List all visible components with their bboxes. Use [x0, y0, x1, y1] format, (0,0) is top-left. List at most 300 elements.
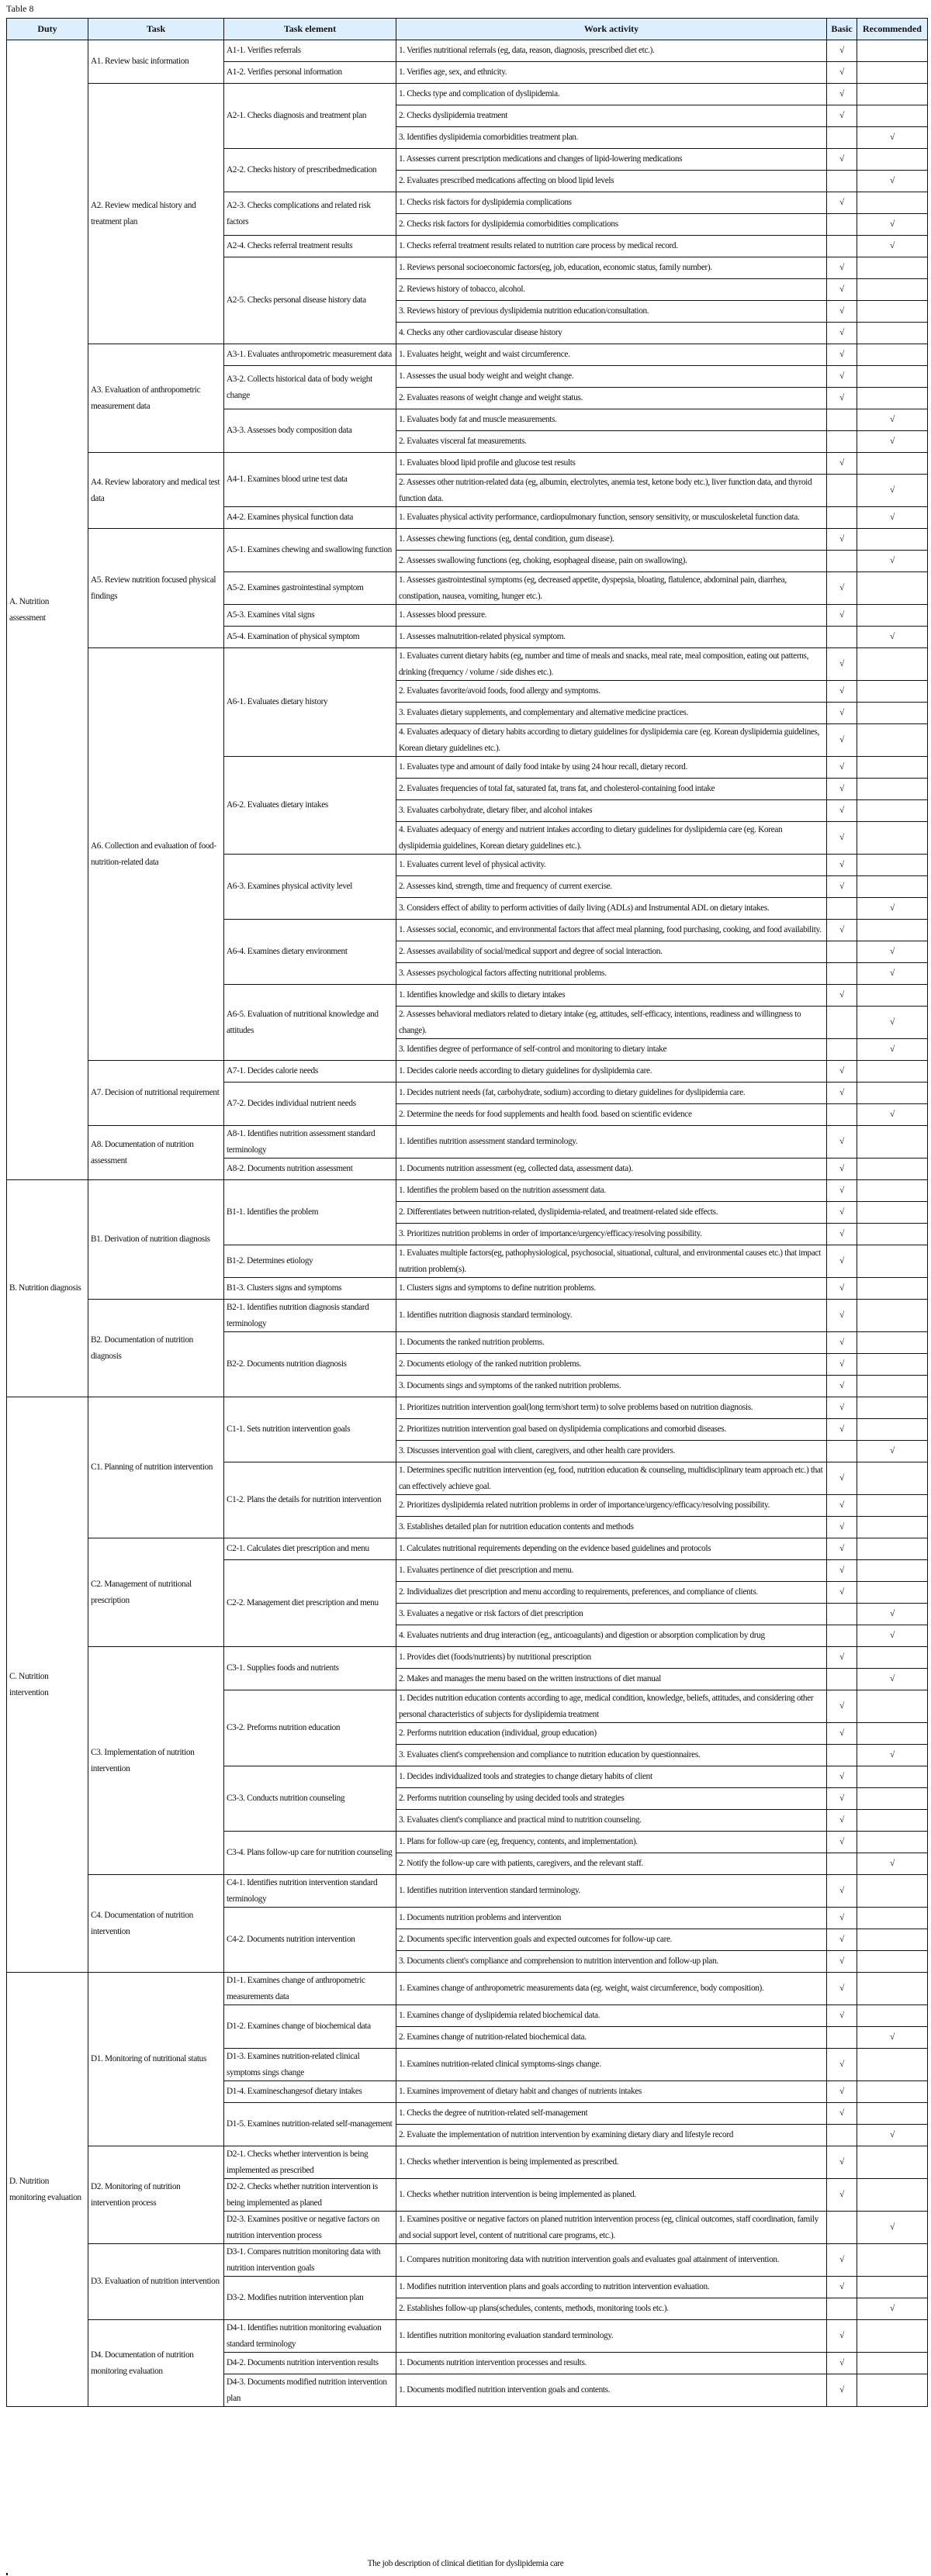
recommended-cell [857, 192, 928, 214]
basic-cell [827, 2179, 857, 2212]
check-mark-icon: √ [839, 2157, 844, 2167]
basic-cell [827, 1376, 857, 1397]
check-mark-icon: √ [839, 1088, 844, 1098]
basic-cell [827, 529, 857, 551]
recommended-cell [857, 551, 928, 572]
basic-cell [827, 1745, 857, 1766]
basic-cell [827, 2374, 857, 2407]
task-element-cell: A6-4. Examines dietary environment [224, 920, 396, 985]
basic-cell [827, 1625, 857, 1647]
recommended-cell [857, 1875, 928, 1908]
stray-mark [6, 2573, 8, 2575]
basic-cell [827, 323, 857, 344]
work-activity-cell: 3. Assesses psychological factors affecting nutritional problems. [396, 963, 827, 985]
check-mark-icon: √ [839, 1566, 844, 1576]
basic-cell [827, 431, 857, 453]
recommended-cell [857, 2081, 928, 2103]
work-activity-cell: 1. Evaluates blood lipid profile and glucose test results [396, 453, 827, 475]
recommended-cell [857, 388, 928, 409]
task-element-cell: C1-1. Sets nutrition intervention goals [224, 1397, 396, 1462]
task-element-cell: A4-1. Examines blood urine test data [224, 453, 396, 507]
recommended-cell [857, 1007, 928, 1039]
basic-cell [827, 1929, 857, 1951]
check-mark-icon: √ [839, 1772, 844, 1782]
basic-cell [827, 800, 857, 822]
task-cell: D4. Documentation of nutrition monitoring evaluation [88, 2320, 224, 2407]
task-element-cell: D4-3. Documents modified nutrition intervention plan [224, 2374, 396, 2407]
basic-cell [827, 62, 857, 84]
check-mark-icon: √ [839, 1500, 844, 1511]
task-element-cell: A3-3. Assesses body composition data [224, 409, 396, 453]
check-mark-icon: √ [839, 1935, 844, 1945]
recommended-cell [857, 985, 928, 1007]
basic-cell [827, 2027, 857, 2049]
check-mark-icon: √ [890, 133, 895, 143]
check-mark-icon: √ [839, 686, 844, 696]
check-mark-icon: √ [839, 1403, 844, 1413]
work-activity-cell: 2. Assesses kind, strength, time and frequency of current exercise. [396, 876, 827, 898]
check-mark-icon: √ [890, 947, 895, 957]
basic-cell [827, 1788, 857, 1810]
basic-cell [827, 105, 857, 127]
basic-cell [827, 192, 857, 214]
recommended-cell [857, 2125, 928, 2146]
table-row [7, 1647, 928, 1669]
basic-cell [827, 257, 857, 279]
task-element-cell: A7-2. Decides individual nutrient needs [224, 1083, 396, 1126]
work-activity-cell: 1. Evaluates type and amount of daily food intake by using 24 hour recall, dietary record. [396, 757, 827, 779]
recommended-cell [857, 941, 928, 963]
recommended-cell [857, 529, 928, 551]
basic-cell [827, 2244, 857, 2277]
recommended-cell [857, 1495, 928, 1517]
basic-cell [827, 279, 857, 301]
task-element-cell: A2-1. Checks diagnosis and treatment plan [224, 84, 396, 149]
table-row [7, 2146, 928, 2179]
basic-cell [827, 1039, 857, 1061]
work-activity-cell: 1. Checks type and complication of dyslipidemia. [396, 84, 827, 105]
recommended-cell [857, 214, 928, 236]
check-mark-icon: √ [839, 1207, 844, 1217]
work-activity-cell: 1. Assesses malnutrition-related physical symptom. [396, 627, 827, 648]
work-activity-cell: 1. Assesses current prescription medications and changes of lipid-lowering medications [396, 149, 827, 171]
task-element-cell: C2-2. Management diet prescription and menu [224, 1560, 396, 1647]
work-activity-cell: 1. Examines improvement of dietary habit and changes of nutrients intakes [396, 2081, 827, 2103]
check-mark-icon: √ [839, 1701, 844, 1711]
work-activity-cell: 4. Evaluates adequacy of dietary habits according to dietary guidelines for dyslipidemia care (eg. Korean dyslipidemia guidelines, Korean dietary guidelines etc.). [396, 724, 827, 757]
duty-cell: B. Nutrition diagnosis [7, 1180, 88, 1397]
work-activity-cell: 3. Reviews history of previous dyslipidemia nutrition education/consultation. [396, 301, 827, 323]
check-mark-icon: √ [890, 1045, 895, 1055]
work-activity-cell: 1. Verifies age, sex, and ethnicity. [396, 62, 827, 84]
table-row [7, 1180, 928, 1202]
work-activity-cell: 1. Compares nutrition monitoring data with nutrition intervention goals and evaluates goal attainment of intervention. [396, 2244, 827, 2277]
table-header-row [7, 19, 928, 40]
work-activity-cell: 1. Assesses the usual body weight and weight change. [396, 366, 827, 388]
recommended-cell [857, 366, 928, 388]
task-cell: C4. Documentation of nutrition intervention [88, 1875, 224, 1973]
check-mark-icon: √ [839, 89, 844, 99]
recommended-cell [857, 149, 928, 171]
basic-cell [827, 2277, 857, 2298]
work-activity-cell: 1. Evaluates physical activity performance, cardiopulmonary function, sensory sensitivity, or musculoskeletal function data. [396, 507, 827, 529]
basic-cell [827, 1224, 857, 1245]
recommended-cell [857, 2374, 928, 2407]
recommended-cell [857, 1354, 928, 1376]
task-element-cell: A3-2. Collects historical data of body weight change [224, 366, 396, 409]
check-mark-icon: √ [839, 198, 844, 208]
basic-cell [827, 1832, 857, 1853]
recommended-cell [857, 323, 928, 344]
work-activity-cell: 1. Decides nutrient needs (fat, carbohydrate, sodium) according to dietary guidelines for dyslipidemia care. [396, 1083, 827, 1104]
basic-cell [827, 1126, 857, 1159]
table-row [7, 84, 928, 105]
check-mark-icon: √ [890, 2032, 895, 2042]
work-activity-cell: 1. Assesses chewing functions (eg, dental condition, gum disease). [396, 529, 827, 551]
check-mark-icon: √ [839, 328, 844, 338]
task-element-cell: A2-5. Checks personal disease history data [224, 257, 396, 344]
task-cell: B2. Documentation of nutrition diagnosis [88, 1300, 224, 1397]
recommended-cell [857, 1832, 928, 1853]
recommended-cell [857, 2244, 928, 2277]
task-element-cell: D3-1. Compares nutrition monitoring data with nutrition intervention goals [224, 2244, 396, 2277]
recommended-cell [857, 1159, 928, 1180]
basic-cell [827, 605, 857, 627]
work-activity-cell: 1. Identifies nutrition diagnosis standard terminology. [396, 1300, 827, 1332]
work-activity-cell: 1. Clusters signs and symptoms to define nutrition problems. [396, 1278, 827, 1300]
basic-cell [827, 1810, 857, 1832]
task-element-cell: C3-2. Preforms nutrition education [224, 1690, 396, 1766]
recommended-cell [857, 1083, 928, 1104]
check-mark-icon: √ [839, 1137, 844, 1147]
recommended-cell [857, 1104, 928, 1126]
basic-cell [827, 2049, 857, 2081]
task-element-cell: D2-3. Examines positive or negative factors on nutrition intervention process [224, 2212, 396, 2244]
basic-cell [827, 1061, 857, 1083]
work-activity-cell: 1. Examines positive or negative factors on planed nutrition intervention process (eg, clinical outcomes, staff coordination, family and social support level, content of nutritional care programs, etc.). [396, 2212, 827, 2244]
work-activity-cell: 2. Checks risk factors for dyslipidemia comorbidities complications [396, 214, 827, 236]
work-activity-cell: 1. Identifies knowledge and skills to dietary intakes [396, 985, 827, 1007]
recommended-cell [857, 1810, 928, 1832]
check-mark-icon: √ [839, 1544, 844, 1554]
task-element-cell: C3-4. Plans follow-up care for nutrition counseling [224, 1832, 396, 1875]
task-element-cell: D3-2. Modifies nutrition intervention plan [224, 2277, 396, 2320]
basic-cell [827, 2146, 857, 2179]
check-mark-icon: √ [839, 882, 844, 892]
task-element-cell: C3-1. Supplies foods and nutrients [224, 1647, 396, 1690]
task-cell: C3. Implementation of nutrition intervention [88, 1647, 224, 1875]
check-mark-icon: √ [839, 2060, 844, 2070]
work-activity-cell: 1. Evaluates pertinence of diet prescription and menu. [396, 1560, 827, 1582]
recommended-cell [857, 2298, 928, 2320]
recommended-cell [857, 1061, 928, 1083]
basic-cell [827, 985, 857, 1007]
basic-cell [827, 40, 857, 62]
check-mark-icon: √ [839, 990, 844, 1000]
work-activity-cell: 1. Verifies nutritional referrals (eg, data, reason, diagnosis, prescribed diet etc.). [396, 40, 827, 62]
basic-cell [827, 2005, 857, 2027]
recommended-cell [857, 257, 928, 279]
task-cell: D2. Monitoring of nutrition intervention process [88, 2146, 224, 2244]
recommended-cell [857, 344, 928, 366]
work-activity-cell: 3. Identifies dyslipidemia comorbidities treatment plan. [396, 127, 827, 149]
check-mark-icon: √ [890, 969, 895, 979]
basic-cell [827, 453, 857, 475]
basic-cell [827, 1462, 857, 1495]
basic-cell [827, 941, 857, 963]
basic-cell [827, 1104, 857, 1126]
task-element-cell: A5-4. Examination of physical symptom [224, 627, 396, 648]
task-element-cell: C1-2. Plans the details for nutrition intervention [224, 1462, 396, 1538]
work-activity-cell: 1. Identifies nutrition assessment standard terminology. [396, 1126, 827, 1159]
recommended-cell [857, 757, 928, 779]
basic-cell [827, 1495, 857, 1517]
recommended-cell [857, 1604, 928, 1625]
table-row [7, 2244, 928, 2277]
task-element-cell: C4-2. Documents nutrition intervention [224, 1908, 396, 1973]
work-activity-cell: 3. Establishes detailed plan for nutrition education contents and methods [396, 1517, 827, 1538]
recommended-cell [857, 1224, 928, 1245]
check-mark-icon: √ [890, 1446, 895, 1456]
check-mark-icon: √ [890, 437, 895, 447]
recommended-cell [857, 2320, 928, 2353]
task-cell: B1. Derivation of nutrition diagnosis [88, 1180, 224, 1300]
basic-cell [827, 1766, 857, 1788]
recommended-cell [857, 2005, 928, 2027]
check-mark-icon: √ [839, 1522, 844, 1532]
check-mark-icon: √ [839, 925, 844, 935]
task-element-cell: C3-3. Conducts nutrition counseling [224, 1766, 396, 1832]
table-row [7, 2320, 928, 2353]
check-mark-icon: √ [839, 833, 844, 843]
check-mark-icon: √ [839, 1886, 844, 1896]
check-mark-icon: √ [839, 393, 844, 403]
recommended-cell [857, 84, 928, 105]
basic-cell [827, 898, 857, 920]
task-element-cell: D2-1. Checks whether intervention is being implemented as prescribed [224, 2146, 396, 2179]
check-mark-icon: √ [839, 2087, 844, 2097]
recommended-cell [857, 1647, 928, 1669]
work-activity-cell: 3. Evaluates dietary supplements, and complementary and alternative medicine practices. [396, 703, 827, 724]
check-mark-icon: √ [890, 1017, 895, 1027]
table-body [7, 40, 928, 2407]
header-work-activity: Work activity [396, 19, 827, 40]
basic-cell [827, 757, 857, 779]
work-activity-cell: 1. Evaluates body fat and muscle measurements. [396, 409, 827, 431]
basic-cell [827, 572, 857, 605]
check-mark-icon: √ [839, 1652, 844, 1663]
basic-cell [827, 551, 857, 572]
recommended-cell [857, 605, 928, 627]
work-activity-cell: 3. Considers effect of ability to perform activities of daily living (ADLs) and Instrumental ADL on dietary intakes. [396, 898, 827, 920]
recommended-cell [857, 431, 928, 453]
task-cell: D1. Monitoring of nutritional status [88, 1973, 224, 2146]
recommended-cell [857, 236, 928, 257]
check-mark-icon: √ [839, 1956, 844, 1967]
basic-cell [827, 149, 857, 171]
basic-cell [827, 2103, 857, 2125]
check-mark-icon: √ [839, 1837, 844, 1847]
work-activity-cell: 3. Identifies degree of performance of self-control and monitoring to dietary intake [396, 1039, 827, 1061]
work-activity-cell: 1. Documents nutrition intervention processes and results. [396, 2353, 827, 2374]
recommended-cell [857, 1202, 928, 1224]
basic-cell [827, 301, 857, 323]
task-element-cell: D4-2. Documents nutrition intervention results [224, 2353, 396, 2374]
recommended-cell [857, 105, 928, 127]
recommended-cell [857, 475, 928, 507]
basic-cell [827, 1853, 857, 1875]
check-mark-icon: √ [839, 860, 844, 870]
recommended-cell [857, 703, 928, 724]
basic-cell [827, 703, 857, 724]
check-mark-icon: √ [839, 1338, 844, 1348]
check-mark-icon: √ [839, 1381, 844, 1391]
basic-cell [827, 1560, 857, 1582]
check-mark-icon: √ [839, 154, 844, 164]
basic-cell [827, 1517, 857, 1538]
check-mark-icon: √ [839, 1229, 844, 1239]
work-activity-cell: 1. Checks referral treatment results related to nutrition care process by medical record. [396, 236, 827, 257]
task-cell: A1. Review basic information [88, 40, 224, 84]
check-mark-icon: √ [839, 350, 844, 360]
recommended-cell [857, 1517, 928, 1538]
check-mark-icon: √ [839, 1728, 844, 1739]
table-row [7, 1973, 928, 2005]
check-mark-icon: √ [890, 632, 895, 642]
recommended-cell [857, 2103, 928, 2125]
basic-cell [827, 1332, 857, 1354]
recommended-cell [857, 1300, 928, 1332]
work-activity-cell: 1. Calculates nutritional requirements depending on the evidence based guidelines and protocols [396, 1538, 827, 1560]
basic-cell [827, 1245, 857, 1278]
work-activity-cell: 1. Decides calorie needs according to dietary guidelines for dyslipidemia care. [396, 1061, 827, 1083]
work-activity-cell: 1. Decides nutrition education contents according to age, medical condition, knowledge, beliefs, attitudes, and considering other personal characteristics of subjects for dyslipidemia treatment [396, 1690, 827, 1723]
task-cell: A8. Documentation of nutrition assessment [88, 1126, 224, 1180]
work-activity-cell: 3. Prioritizes nutrition problems in order of importance/urgency/efficacy/resolving possibility. [396, 1224, 827, 1245]
basic-cell [827, 681, 857, 703]
basic-cell [827, 2212, 857, 2244]
task-element-cell: C2-1. Calculates diet prescription and menu [224, 1538, 396, 1560]
basic-cell [827, 507, 857, 529]
check-mark-icon: √ [839, 1473, 844, 1483]
recommended-cell [857, 1853, 928, 1875]
recommended-cell [857, 1560, 928, 1582]
work-activity-cell: 1. Checks risk factors for dyslipidemia complications [396, 192, 827, 214]
recommended-cell [857, 453, 928, 475]
duty-cell: C. Nutrition intervention [7, 1397, 88, 1973]
work-activity-cell: 2. Evaluate the implementation of nutrition intervention by examining dietary diary and lifestyle record [396, 2125, 827, 2146]
work-activity-cell: 1. Decides individualized tools and strategies to change dietary habits of client [396, 1766, 827, 1788]
basic-cell [827, 920, 857, 941]
basic-cell [827, 648, 857, 681]
recommended-cell [857, 898, 928, 920]
basic-cell [827, 366, 857, 388]
basic-cell [827, 1973, 857, 2005]
task-element-cell: A8-1. Identifies nutrition assessment standard terminology [224, 1126, 396, 1159]
check-mark-icon: √ [839, 2190, 844, 2200]
task-element-cell: A6-1. Evaluates dietary history [224, 648, 396, 757]
task-element-cell: A7-1. Decides calorie needs [224, 1061, 396, 1083]
work-activity-cell: 1. Documents nutrition problems and intervention [396, 1908, 827, 1929]
task-element-cell: A1-2. Verifies personal information [224, 62, 396, 84]
recommended-cell [857, 876, 928, 898]
work-activity-cell: 2. Prioritizes dyslipidemia related nutrition problems in order of importance/urgency/efficacy/resolving possibility. [396, 1495, 827, 1517]
check-mark-icon: √ [890, 1674, 895, 1684]
check-mark-icon: √ [839, 371, 844, 382]
work-activity-cell: 2. Prioritizes nutrition intervention goal based on dyslipidemia complications and comorbid diseases. [396, 1419, 827, 1441]
check-mark-icon: √ [839, 306, 844, 316]
table-row [7, 1538, 928, 1560]
work-activity-cell: 1. Reviews personal socioeconomic factors(eg, job, education, economic status, family number). [396, 257, 827, 279]
basic-cell [827, 344, 857, 366]
task-element-cell: B1-2. Determines etiology [224, 1245, 396, 1278]
task-element-cell: A5-3. Examines vital signs [224, 605, 396, 627]
check-mark-icon: √ [839, 2108, 844, 2118]
basic-cell [827, 1180, 857, 1202]
task-element-cell: B1-1. Identifies the problem [224, 1180, 396, 1245]
basic-cell [827, 1441, 857, 1462]
basic-cell [827, 1278, 857, 1300]
table-row [7, 344, 928, 366]
duty-cell: A. Nutrition assessment [7, 40, 88, 1180]
recommended-cell [857, 279, 928, 301]
recommended-cell [857, 301, 928, 323]
recommended-cell [857, 2179, 928, 2212]
check-mark-icon: √ [839, 285, 844, 295]
work-activity-cell: 1. Documents modified nutrition intervention goals and contents. [396, 2374, 827, 2407]
work-activity-cell: 1. Documents the ranked nutrition problems. [396, 1332, 827, 1354]
task-element-cell: A6-2. Evaluates dietary intakes [224, 757, 396, 855]
basic-cell [827, 1397, 857, 1419]
work-activity-cell: 2. Documents specific intervention goals and expected outcomes for follow-up care. [396, 1929, 827, 1951]
recommended-cell [857, 1538, 928, 1560]
recommended-cell [857, 920, 928, 941]
recommended-cell [857, 1908, 928, 1929]
check-mark-icon: √ [890, 1631, 895, 1641]
recommended-cell [857, 1278, 928, 1300]
check-mark-icon: √ [839, 46, 844, 56]
check-mark-icon: √ [890, 2130, 895, 2140]
basic-cell [827, 171, 857, 192]
basic-cell [827, 1202, 857, 1224]
task-cell: A4. Review laboratory and medical test data [88, 453, 224, 529]
recommended-cell [857, 1690, 928, 1723]
recommended-cell [857, 507, 928, 529]
work-activity-cell: 2. Evaluates prescribed medications affecting on blood lipid levels [396, 171, 827, 192]
work-activity-cell: 1. Provides diet (foods/nutrients) by nutritional prescription [396, 1647, 827, 1669]
recommended-cell [857, 1669, 928, 1690]
work-activity-cell: 2. Reviews history of tobacco, alcohol. [396, 279, 827, 301]
task-element-cell: D1-3. Examines nutrition-related clinical symptoms sings change [224, 2049, 396, 2081]
basic-cell [827, 84, 857, 105]
check-mark-icon: √ [890, 415, 895, 425]
task-element-cell: A4-2. Examines physical function data [224, 507, 396, 529]
recommended-cell [857, 1462, 928, 1495]
table-row [7, 453, 928, 475]
work-activity-cell: 1. Documents nutrition assessment (eg, collected data, assessment data). [396, 1159, 827, 1180]
work-activity-cell: 1. Plans for follow-up care (eg, frequency, contents, and implementation). [396, 1832, 827, 1853]
recommended-cell [857, 724, 928, 757]
recommended-cell [857, 648, 928, 681]
check-mark-icon: √ [890, 1750, 895, 1760]
basic-cell [827, 779, 857, 800]
check-mark-icon: √ [839, 1310, 844, 1321]
recommended-cell [857, 2027, 928, 2049]
recommended-cell [857, 40, 928, 62]
recommended-cell [857, 1039, 928, 1061]
recommended-cell [857, 1951, 928, 1973]
recommended-cell [857, 2277, 928, 2298]
